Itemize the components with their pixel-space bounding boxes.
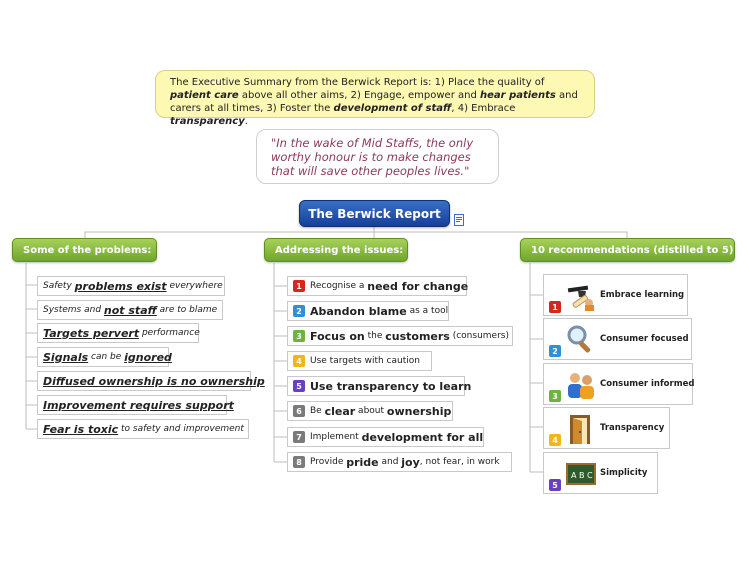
- issue-text: Be: [310, 406, 325, 416]
- problem-item[interactable]: [37, 371, 265, 391]
- issue-item[interactable]: [287, 351, 432, 371]
- summary-text: and carers at all times, 3) Foster the: [170, 90, 578, 114]
- branch-issues[interactable]: Addressing the issues:: [264, 238, 408, 262]
- priority-6-icon: 6: [293, 405, 305, 417]
- quote-note: "In the wake of Mid Staffs, the only worthy honour is to make changes that will save other peoples lives.": [256, 129, 499, 184]
- priority-5-icon: 5: [549, 479, 561, 491]
- problem-text: problems exist: [74, 279, 167, 293]
- issue-text: Abandon blame: [310, 304, 407, 318]
- priority-7-icon: 7: [293, 431, 305, 443]
- recommendation-label: Simplicity: [600, 468, 648, 478]
- priority-3-icon: 3: [293, 330, 305, 342]
- issue-text: , not fear, in work: [419, 457, 500, 467]
- problem-text: performance: [139, 328, 200, 338]
- problem-text: to safety and improvement: [118, 424, 244, 434]
- problem-text: Improvement requires support: [43, 398, 234, 412]
- problem-text: Fear is toxic: [43, 422, 119, 436]
- door-icon: [564, 412, 598, 446]
- issue-text: Use transparency to learn: [310, 379, 472, 393]
- issue-item[interactable]: [287, 276, 467, 296]
- problem-text: Safety: [43, 281, 75, 291]
- issue-text: ownership: [386, 404, 452, 418]
- recommendation-label: Consumer focused: [600, 334, 689, 344]
- issue-text: and: [378, 457, 402, 467]
- problem-text: can be: [88, 352, 125, 362]
- issue-text: about: [355, 406, 387, 416]
- priority-2-icon: 2: [549, 345, 561, 357]
- central-topic[interactable]: The Berwick Report: [299, 200, 450, 227]
- problem-text: not staff: [103, 303, 157, 317]
- summary-text: The Executive Summary from the Berwick Report is: 1) Place the quality of: [170, 77, 545, 88]
- people-icon: [564, 368, 598, 402]
- issue-text: customers: [385, 329, 450, 343]
- problem-item[interactable]: [37, 347, 172, 367]
- summary-text: development of staff: [333, 103, 452, 114]
- priority-2-icon: 2: [293, 305, 305, 317]
- issue-text: the: [364, 331, 386, 341]
- issue-text: pride: [346, 455, 379, 469]
- problem-text: Signals: [43, 350, 89, 364]
- issue-text: Provide: [310, 457, 347, 467]
- recommendation-item[interactable]: [543, 407, 670, 449]
- recommendation-label: Consumer informed: [600, 379, 695, 389]
- graduate-icon: [564, 279, 598, 313]
- problem-text: are to blame: [156, 305, 218, 315]
- issue-item[interactable]: [287, 401, 453, 421]
- issue-text: (consumers): [449, 331, 509, 341]
- issue-item[interactable]: [287, 452, 512, 472]
- recommendation-label: Transparency: [600, 423, 665, 433]
- problem-text: Targets pervert: [43, 326, 140, 340]
- priority-1-icon: 1: [549, 301, 561, 313]
- problem-text: Systems and: [43, 305, 104, 315]
- problem-item[interactable]: [37, 300, 223, 320]
- priority-4-icon: 4: [293, 355, 305, 367]
- problem-text: Diffused ownership is no ownership: [43, 374, 265, 388]
- summary-text: transparency: [170, 116, 245, 127]
- summary-text: above all other aims, 2) Engage, empower and: [238, 90, 480, 101]
- chalkboard-icon: [564, 457, 598, 491]
- problem-item[interactable]: [37, 323, 199, 343]
- issue-text: Recognise a: [310, 281, 368, 291]
- priority-4-icon: 4: [549, 434, 561, 446]
- issue-text: Use targets with caution: [310, 356, 420, 366]
- summary-text: hear patients: [480, 90, 556, 101]
- priority-5-icon: 5: [293, 380, 305, 392]
- issue-text: need for change: [367, 279, 469, 293]
- issue-text: as a tool: [406, 306, 449, 316]
- summary-text: , 4) Embrace: [451, 103, 516, 114]
- problem-text: ignored: [124, 350, 172, 364]
- problem-item[interactable]: [37, 276, 225, 296]
- recommendation-item[interactable]: [543, 318, 692, 360]
- magnifier-icon: [564, 323, 598, 357]
- priority-8-icon: 8: [293, 456, 305, 468]
- problem-item[interactable]: [37, 395, 234, 415]
- recommendation-label: Embrace learning: [600, 290, 685, 300]
- branch-problems[interactable]: Some of the problems:: [12, 238, 157, 262]
- summary-text: patient care: [170, 90, 239, 101]
- branch-recommendations[interactable]: 10 recommendations (distilled to 5): [520, 238, 735, 262]
- recommendation-item[interactable]: [543, 274, 688, 316]
- priority-3-icon: 3: [549, 390, 561, 402]
- executive-summary-note: [155, 70, 595, 127]
- recommendation-item[interactable]: [543, 452, 658, 494]
- summary-text: .: [244, 116, 248, 127]
- issue-item[interactable]: [287, 427, 484, 447]
- document-icon[interactable]: [454, 214, 464, 226]
- issue-text: Focus on: [310, 329, 365, 343]
- problem-item[interactable]: [37, 419, 249, 439]
- issue-text: clear: [324, 404, 356, 418]
- issue-text: joy: [401, 455, 420, 469]
- issue-text: Implement: [310, 432, 362, 442]
- issue-item[interactable]: [287, 376, 472, 396]
- issue-item[interactable]: [287, 326, 513, 346]
- issue-item[interactable]: [287, 301, 449, 321]
- priority-1-icon: 1: [293, 280, 305, 292]
- recommendation-item[interactable]: [543, 363, 693, 405]
- problem-text: everywhere: [166, 281, 223, 291]
- svg-text:A B C: A B C: [571, 471, 593, 480]
- issue-text: development for all: [361, 430, 484, 444]
